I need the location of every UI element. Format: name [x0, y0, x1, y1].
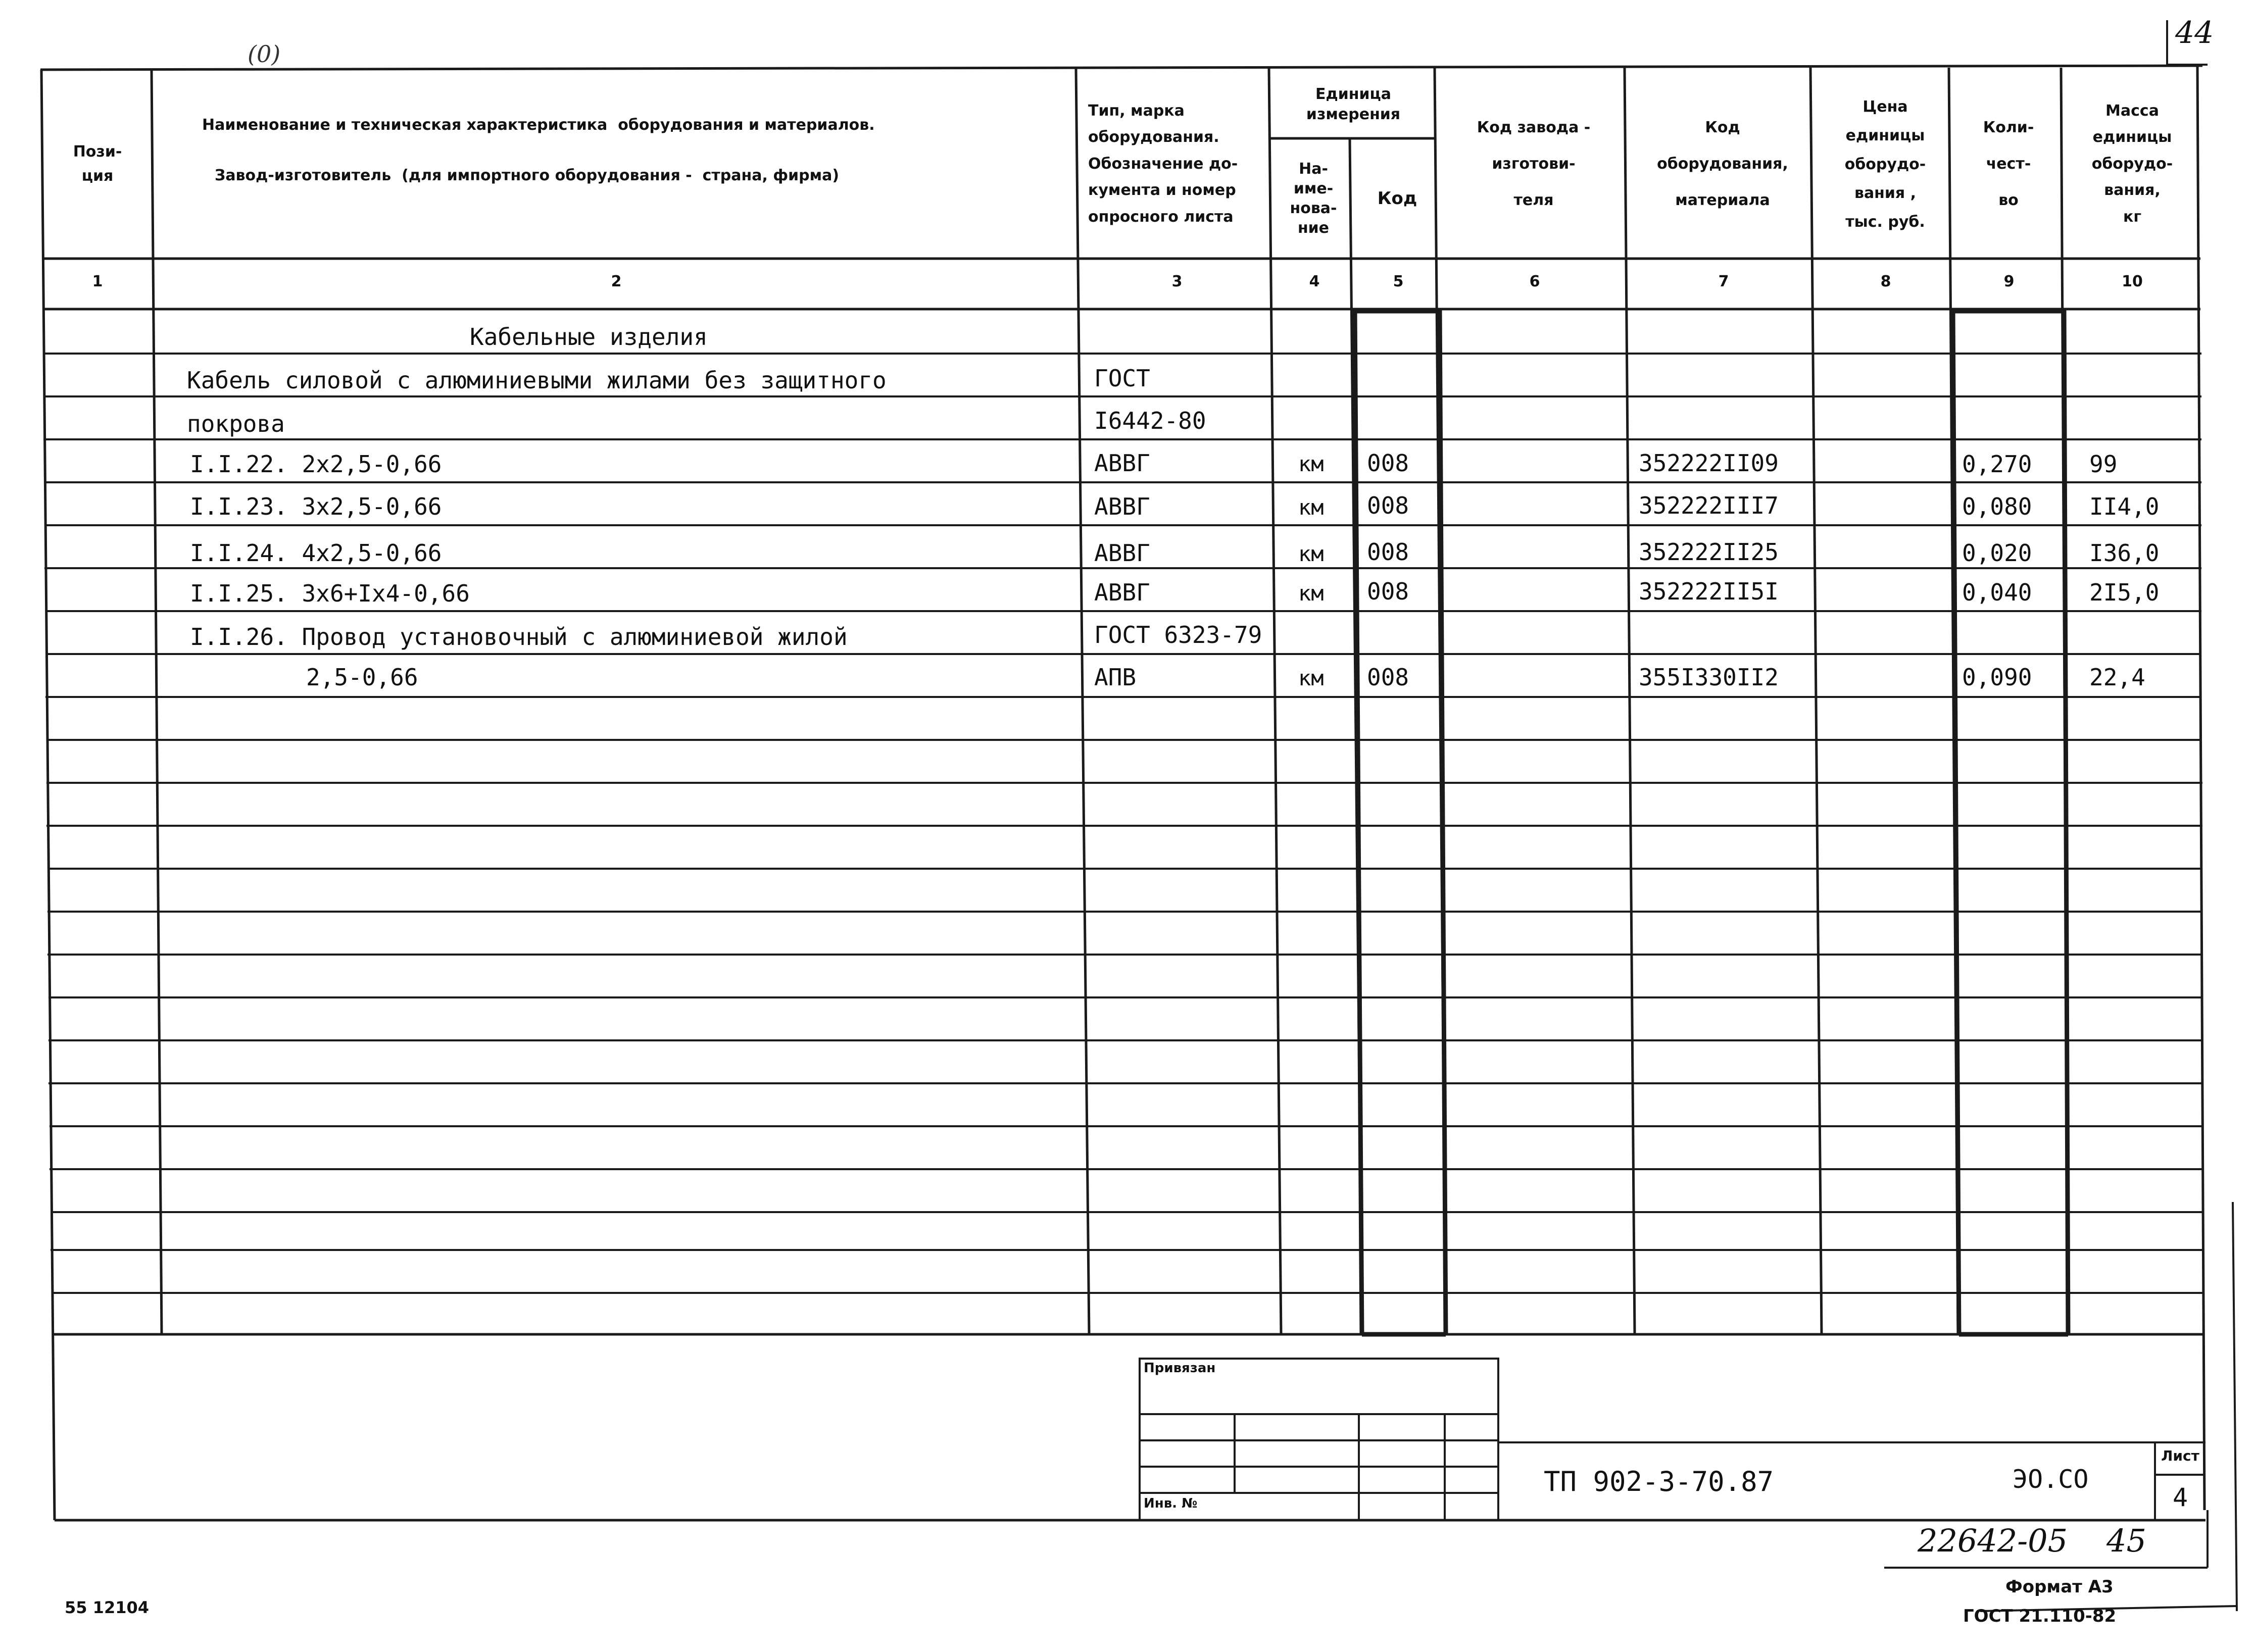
footer-format: Формат А3: [2005, 1577, 2114, 1597]
table-row-2-name: покрова: [187, 410, 285, 437]
table-row-3-mass: 99: [2089, 450, 2118, 478]
column-number-3: 3: [1171, 273, 1183, 290]
table-row-2-type: I6442-80: [1094, 407, 1206, 434]
table-row-5-name: I.I.24. 4x2,5-0,66: [190, 539, 442, 567]
column-number-2: 2: [611, 273, 622, 290]
footer-handwritten-code: 22642-05: [1918, 1522, 2068, 1559]
header-equipment-code: Код оборудования, материала: [1657, 119, 1788, 209]
footer-handwritten-page: 45: [2106, 1522, 2146, 1559]
table-row-6-equip-code: 352222II5I: [1639, 578, 1779, 605]
table-row-5-type: АВВГ: [1094, 539, 1150, 567]
table-row-4-unit: км: [1298, 495, 1324, 520]
table-row-4-type: АВВГ: [1094, 493, 1150, 520]
title-block-sheet-label: Лист: [2161, 1447, 2199, 1464]
column-number-7: 7: [1718, 273, 1729, 290]
table-row-3-unit: км: [1298, 452, 1324, 476]
header-unit-name: На- име- нова- ние: [1290, 160, 1337, 237]
title-block-doc-code: ЭО.СО: [2013, 1465, 2089, 1494]
table-row-6-code: 008: [1367, 578, 1409, 605]
table-row-6-qty: 0,040: [1962, 579, 2032, 606]
table-row-4-name: I.I.23. 3x2,5-0,66: [190, 493, 442, 520]
column-number-10: 10: [2122, 273, 2143, 290]
table-row-6-mass: 2I5,0: [2089, 579, 2160, 606]
table-row-8-qty: 0,090: [1962, 664, 2032, 691]
table-row-4-equip-code: 352222III7: [1639, 492, 1779, 519]
column-number-9: 9: [2003, 273, 2015, 290]
table-row-0-name: Кабельные изделия: [470, 323, 708, 351]
header-factory-code: Код завода - изготови- теля: [1477, 119, 1591, 209]
column-number-6: 6: [1529, 273, 1540, 290]
table-row-3-name: I.I.22. 2x2,5-0,66: [190, 450, 442, 478]
table-row-4-qty: 0,080: [1962, 493, 2032, 520]
sheet-mark-number: 44: [2175, 15, 2214, 51]
footer-print-code: 55 12104: [65, 1598, 149, 1617]
table-row-6-unit: км: [1298, 581, 1324, 606]
table-row-7-type: ГОСТ 6323-79: [1094, 621, 1262, 648]
table-row-5-mass: I36,0: [2089, 539, 2160, 567]
title-block-sheet-number: 4: [2172, 1483, 2188, 1512]
header-unit-group: Единица измерения: [1306, 85, 1401, 123]
table-row-6-name: I.I.25. 3x6+Ix4-0,66: [190, 580, 470, 607]
header-name-line1: Наименование и техническая характеристика оборудования и материалов.: [202, 116, 875, 134]
column-number-4: 4: [1309, 273, 1320, 290]
header-position: Пози- ция: [73, 143, 122, 185]
header-name-line2: Завод-изготовитель (для импортного оборудования - страна, фирма): [215, 167, 840, 184]
table-row-8-mass: 22,4: [2089, 664, 2145, 691]
table-row-1-type: ГОСТ: [1094, 365, 1150, 392]
table-row-5-code: 008: [1367, 538, 1409, 566]
table-row-5-equip-code: 352222II25: [1639, 538, 1779, 566]
table-row-3-type: АВВГ: [1094, 449, 1150, 477]
table-row-4-code: 008: [1367, 492, 1409, 519]
sheet-mark-top: (0): [248, 40, 281, 68]
column-number-1: 1: [92, 273, 103, 290]
table-row-5-qty: 0,020: [1962, 539, 2032, 567]
column-number-5: 5: [1393, 273, 1404, 290]
table-row-8-equip-code: 355I330II2: [1639, 664, 1779, 691]
table-row-7-name: I.I.26. Провод установочный с алюминиевой жилой: [190, 623, 848, 650]
table-row-6-type: АВВГ: [1094, 579, 1150, 606]
header-unit-code: Код: [1377, 188, 1417, 209]
table-row-8-type: АПВ: [1094, 664, 1137, 691]
header-mass: Масса единицы оборудо- вания, кг: [2091, 102, 2173, 226]
table-row-8-unit: км: [1298, 666, 1324, 690]
table-row-3-qty: 0,270: [1962, 450, 2032, 478]
header-quantity: Коли- чест- во: [1983, 119, 2034, 209]
header-price: Цена единицы оборудо- вания , тыс. руб.: [1844, 97, 1926, 231]
table-row-5-unit: км: [1298, 541, 1324, 566]
table-row-4-mass: II4,0: [2089, 493, 2160, 520]
header-type: Тип, марка оборудования. Обозначение до- кумента и номер опросного листа: [1088, 102, 1238, 226]
title-block-inv-no: Инв. №: [1144, 1496, 1198, 1511]
table-row-8-code: 008: [1367, 664, 1409, 691]
table-row-3-code: 008: [1367, 449, 1409, 477]
table-row-3-equip-code: 352222II09: [1639, 449, 1779, 477]
column-number-8: 8: [1880, 273, 1891, 290]
title-block-privyazan: Привязан: [1144, 1361, 1216, 1376]
table-row-8-name: 2,5-0,66: [306, 664, 418, 691]
table-row-1-name: Кабель силовой с алюминиевыми жилами без защитного: [187, 367, 887, 394]
header-name-cell: [152, 71, 1076, 258]
footer-gost: ГОСТ 21.110-82: [1963, 1606, 2117, 1626]
title-block-doc-number: ТП 902-3-70.87: [1544, 1466, 1774, 1497]
